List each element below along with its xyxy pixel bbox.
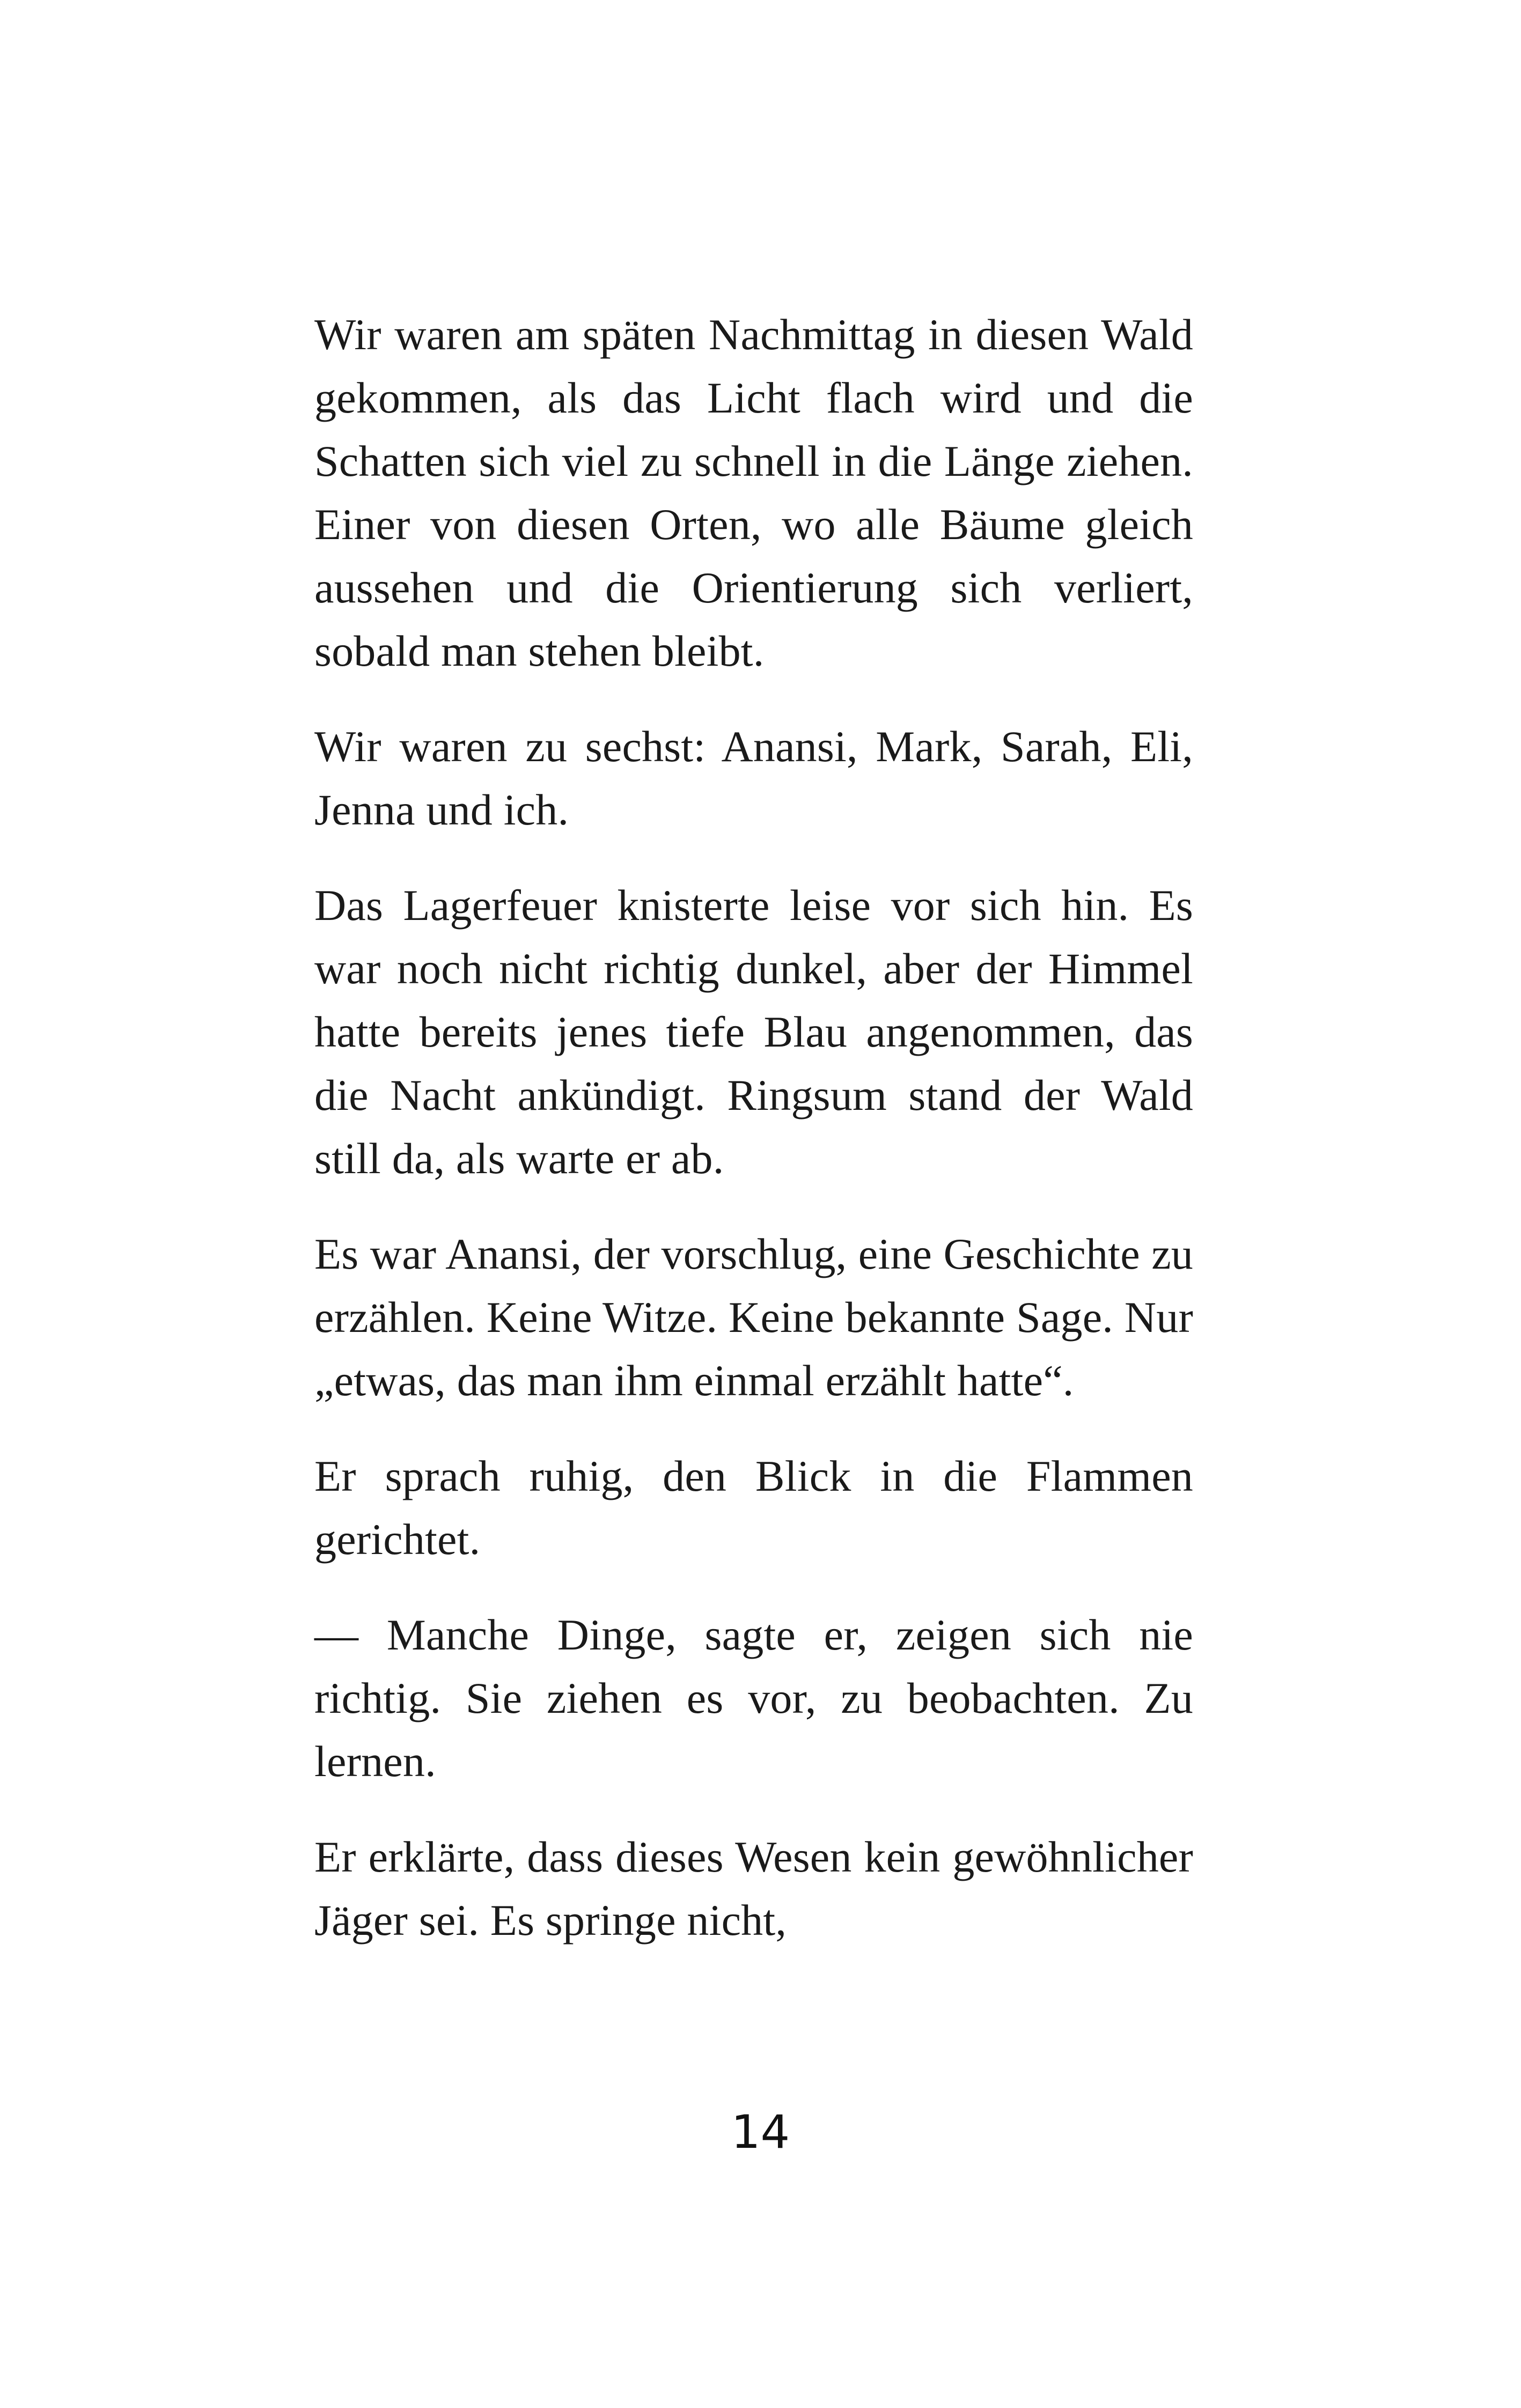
paragraph: — Manche Dinge, sagte er, zeigen sich nie richtig. Sie ziehen es vor, zu beobachten. Zu lernen. <box>314 1610 1193 1786</box>
paragraph: Es war Anansi, der vorschlug, eine Geschichte zu erzählen. Keine Witze. Keine bekannte Sage. Nur „etwas, das man ihm einmal erzählt hatte“. <box>314 1229 1193 1405</box>
paragraph: Wir waren zu sechst: Anansi, Mark, Sarah, Eli, Jenna und ich. <box>314 722 1193 834</box>
body-text <box>314 303 1193 1984</box>
page-number: 14 <box>731 2105 790 2159</box>
paragraph: Er erklärte, dass dieses Wesen kein gewöhnlicher Jäger sei. Es springe nicht, <box>314 1832 1193 1945</box>
paragraph: Er sprach ruhig, den Blick in die Flammen gerichtet. <box>314 1452 1193 1564</box>
paragraph: Wir waren am späten Nachmittag in diesen Wald gekommen, als das Licht flach wird und die Schatten sich viel zu schnell in die Länge ziehen. Einer von diesen Orten, wo alle Bäume gleich aussehen und die Orientierung sich verliert, sobald man stehen bleibt. <box>314 310 1193 675</box>
paragraph: Das Lagerfeuer knisterte leise vor sich hin. Es war noch nicht richtig dunkel, aber der Himmel hatte bereits jenes tiefe Blau angenommen, das die Nacht ankündigt. Ringsum stand der Wald still da, als warte er ab. <box>314 881 1193 1183</box>
